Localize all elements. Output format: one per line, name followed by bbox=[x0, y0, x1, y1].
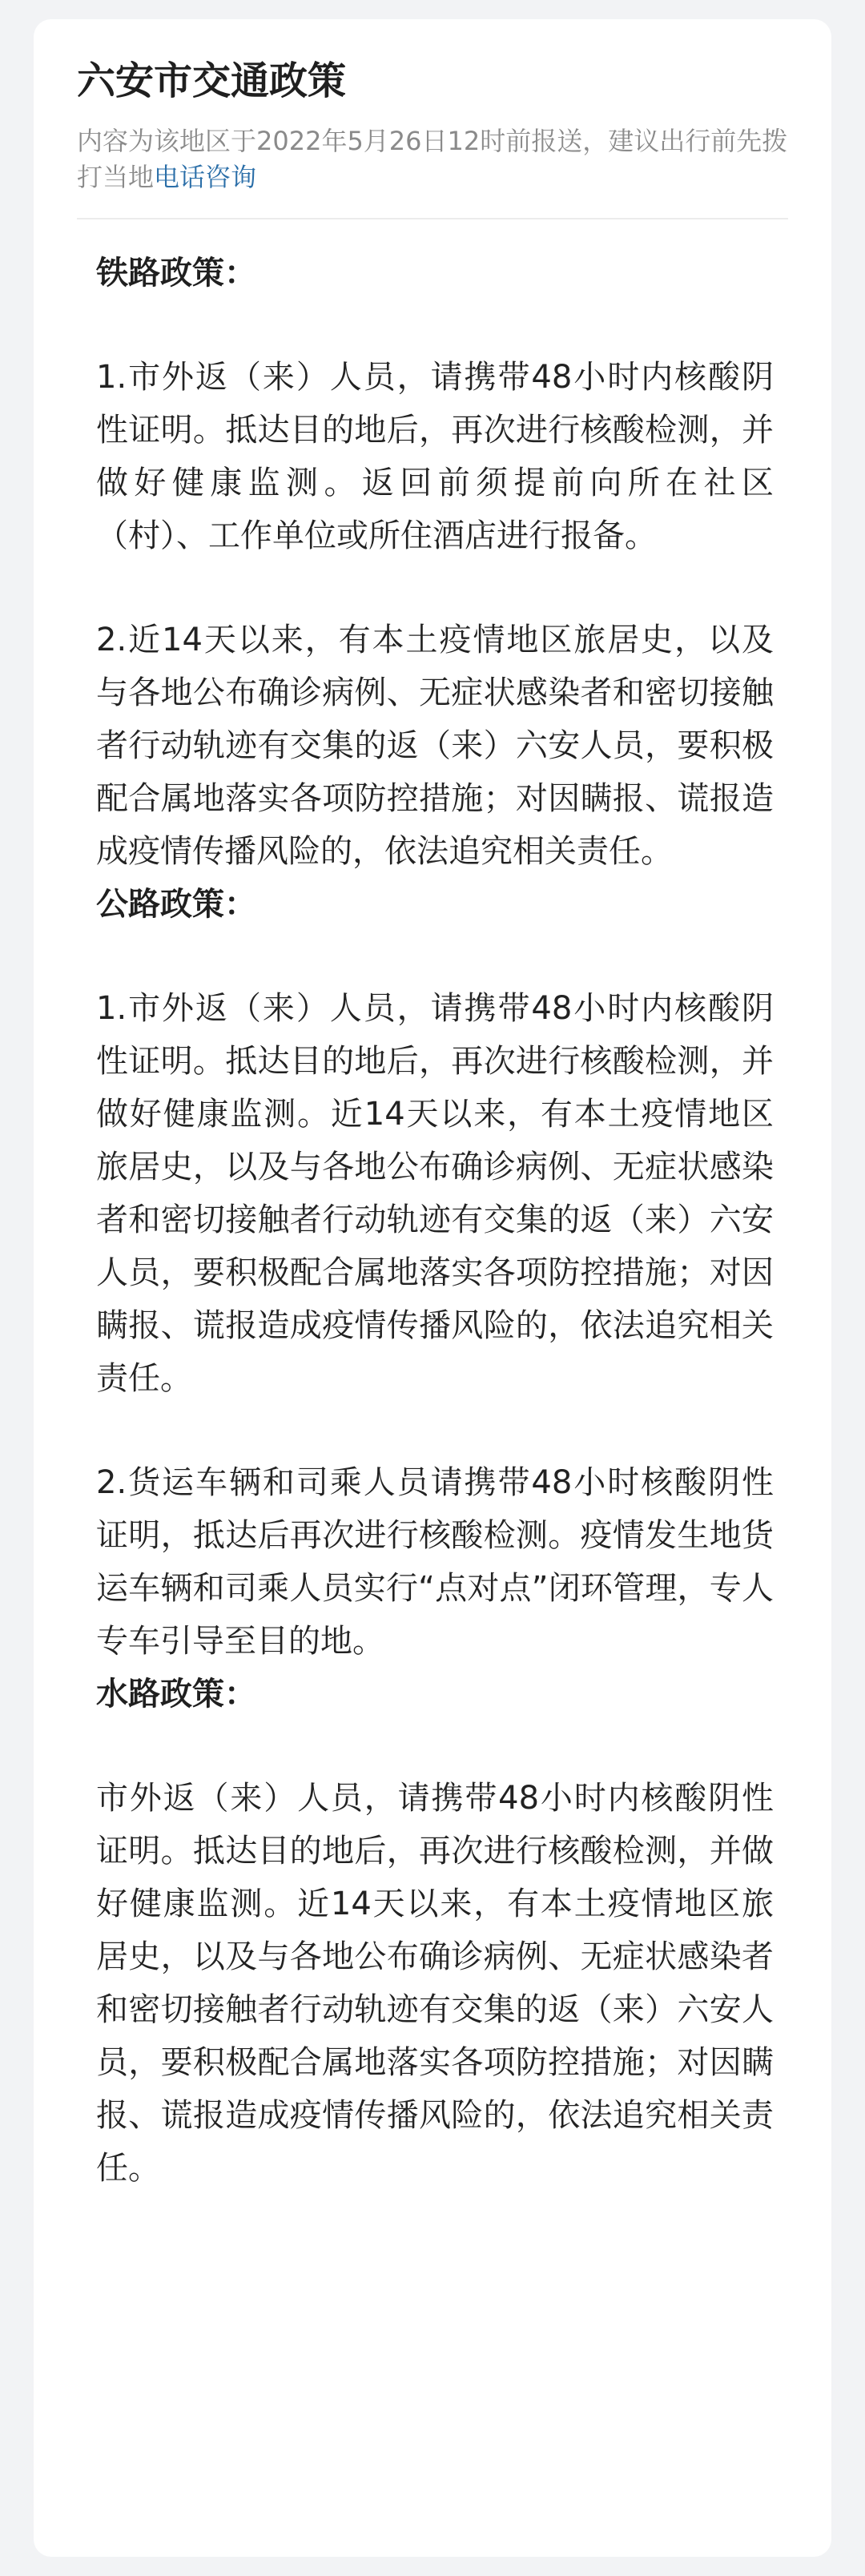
phone-consult-link[interactable]: 电话咨询 bbox=[154, 162, 257, 192]
railway-policy-heading: 铁路政策： bbox=[96, 255, 256, 292]
highway-policy-heading: 公路政策： bbox=[96, 886, 256, 923]
waterway-policy-item-1: 市外返（来）人员，请携带48小时内核酸阴性证明。抵达目的地后，再次进行核酸检测，并做好健康监测。近14天以来，有本土疫情地区旅居史，以及与各地公布确诊病例、无症状感染者和密切接触者行动轨迹有交集的返（来）六安人员，要积极配合属地落实各项防控措施；对因瞒报、谎报造成疫情传播风险的，依法追究相关责任。 bbox=[96, 1780, 774, 2187]
railway-policy-item-2: 2.近14天以来，有本土疫情地区旅居史，以及与各地公布确诊病例、无症状感染者和密切接触者行动轨迹有交集的返（来）六安人员，要积极配合属地落实各项防控措施；对因瞒报、谎报造成疫情传播风险的，依法追究相关责任。 bbox=[96, 622, 774, 870]
divider bbox=[77, 218, 788, 219]
report-notice bbox=[77, 123, 788, 195]
waterway-policy-heading: 水路政策： bbox=[96, 1676, 256, 1713]
highway-policy-section bbox=[77, 878, 788, 1668]
railway-policy-item-1: 1.市外返（来）人员，请携带48小时内核酸阴性证明。抵达目的地后，再次进行核酸检测，并做好健康监测。返回前须提前向所在社区（村）、工作单位或所住酒店进行报备。 bbox=[96, 359, 774, 554]
report-notice-text: 内容为该地区于2022年5月26日12时前报送，建议出行前先拨打当地 bbox=[77, 126, 788, 192]
highway-policy-item-1: 1.市外返（来）人员，请携带48小时内核酸阴性证明。抵达目的地后，再次进行核酸检测，并做好健康监测。近14天以来，有本土疫情地区旅居史，以及与各地公布确诊病例、无症状感染者和密切接触者行动轨迹有交集的返（来）六安人员，要积极配合属地落实各项防控措施；对因瞒报、谎报造成疫情传播风险的，依法追究相关责任。 bbox=[96, 990, 774, 1397]
page-title: 六安市交通政策 bbox=[77, 58, 347, 103]
waterway-policy-section bbox=[77, 1668, 788, 2195]
highway-policy-item-2: 2.货运车辆和司乘人员请携带48小时核酸阴性证明，抵达后再次进行核酸检测。疫情发生地货运车辆和司乘人员实行“点对点”闭环管理，专人专车引导至目的地。 bbox=[96, 1464, 774, 1660]
policy-card bbox=[34, 19, 831, 2557]
railway-policy-section bbox=[77, 247, 788, 878]
